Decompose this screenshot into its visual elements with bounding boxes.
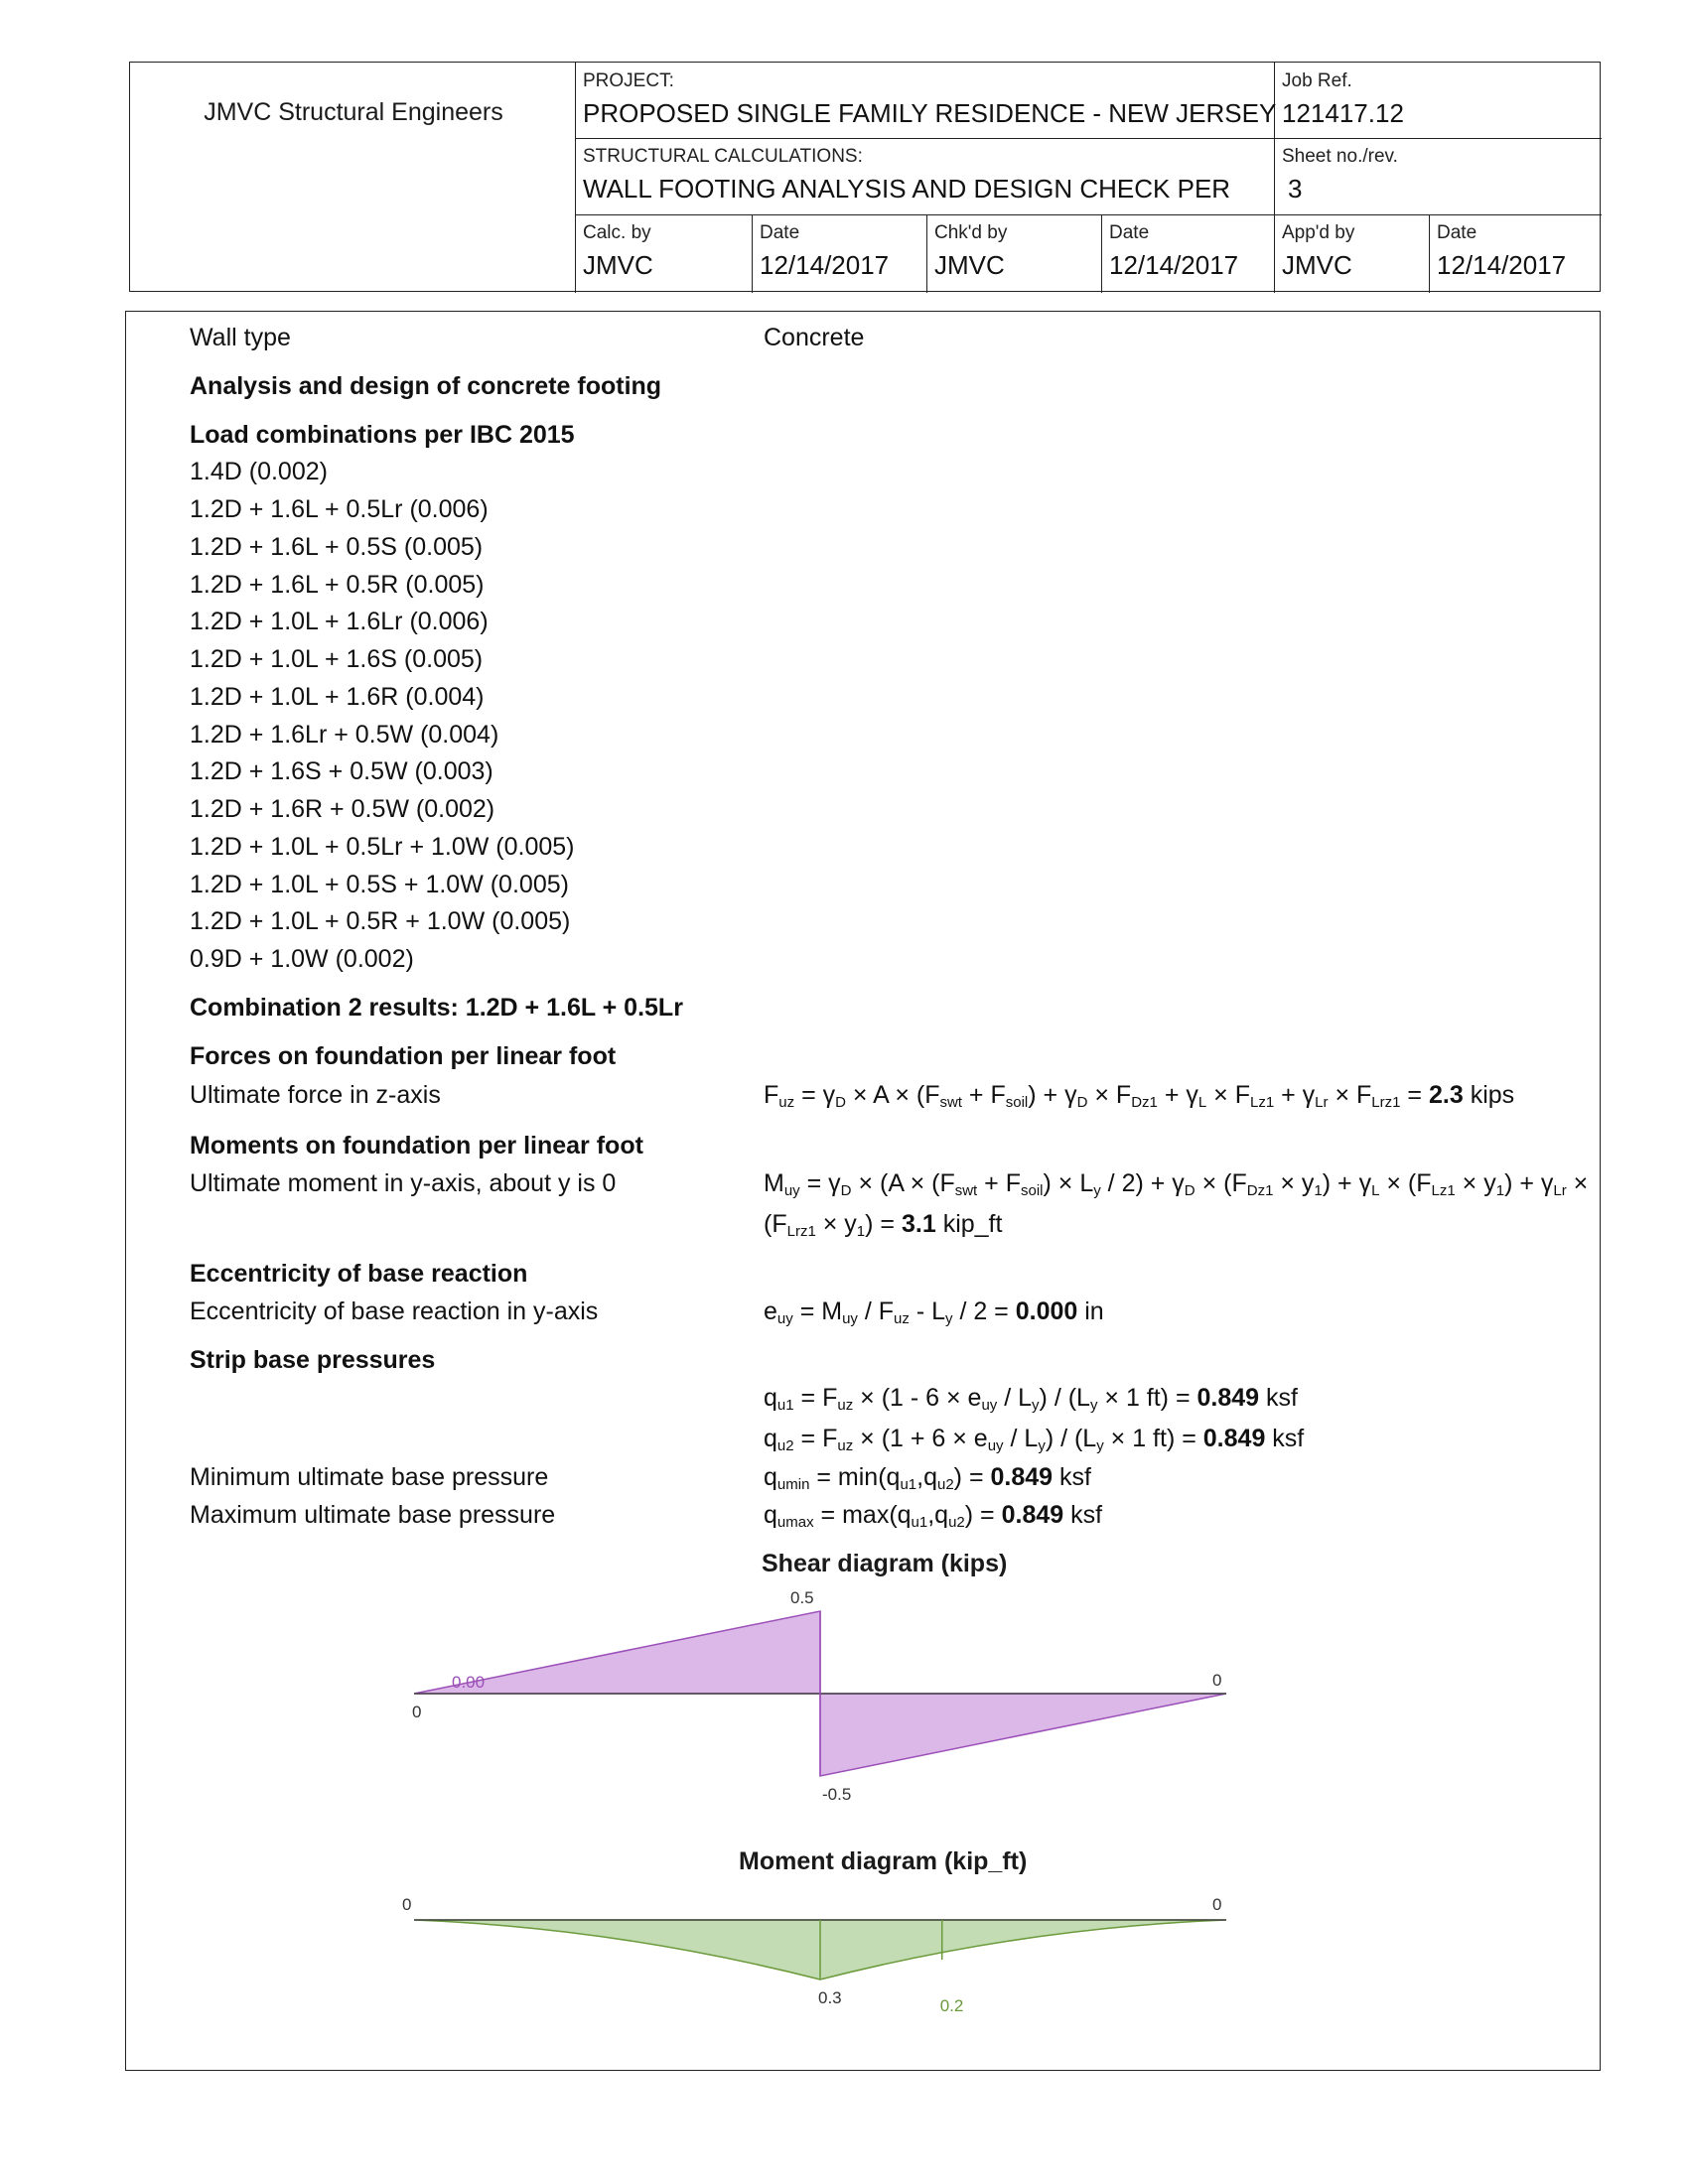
qumax-value: 0.849	[1001, 1501, 1064, 1529]
shear-left-label: 0	[412, 1703, 422, 1721]
heading-combination-2: Combination 2 results: 1.2D + 1.6L + 0.5Lr	[190, 994, 683, 1022]
combo-item: 1.2D + 1.0L + 1.6S (0.005)	[190, 645, 484, 673]
shear-right-label: 0	[1212, 1671, 1222, 1690]
combo-item: 1.2D + 1.6L + 0.5S (0.005)	[190, 533, 484, 561]
heading-forces: Forces on foundation per linear foot	[190, 1042, 617, 1070]
qu1-unit: ksf	[1266, 1384, 1298, 1412]
combo-item: 1.2D + 1.0L + 1.6Lr (0.006)	[190, 608, 489, 635]
sheet-label: Sheet no./rev.	[1282, 146, 1398, 167]
date2-cell	[1101, 214, 1274, 293]
moment-right-label: 0	[1212, 1895, 1222, 1914]
calc-by-value: JMVC	[583, 250, 653, 280]
jobref-label: Job Ref.	[1282, 70, 1352, 91]
heading-eccentricity: Eccentricity of base reaction	[190, 1260, 528, 1288]
qumin-equation: $q_{umin} = \min(q_{u1},q_{u2}) = 0.849$ ksf	[764, 1463, 1091, 1493]
combo-item: 1.2D + 1.6Lr + 0.5W (0.004)	[190, 721, 499, 749]
combo-item: 1.2D + 1.6L + 0.5Lr (0.006)	[190, 495, 489, 523]
qu2-value: 0.849	[1202, 1425, 1266, 1452]
muy-unit: kip_ft	[942, 1210, 1003, 1238]
appd-value: JMVC	[1282, 250, 1352, 280]
euy-label: Eccentricity of base reaction in y-axis	[190, 1297, 599, 1325]
title-block	[129, 62, 1601, 292]
heading-analysis: Analysis and design of concrete footing	[190, 372, 662, 400]
appd-label: App'd by	[1282, 222, 1355, 243]
muy-label: Ultimate moment in y-axis, about y is 0	[190, 1169, 617, 1197]
combo-item: 1.2D + 1.0L + 0.5R + 1.0W (0.005)	[190, 907, 571, 935]
combo-item: 1.2D + 1.0L + 1.6R (0.004)	[190, 683, 485, 711]
shear-max-label: 0.5	[790, 1588, 814, 1607]
date1-cell	[752, 214, 926, 293]
jobref-cell	[1274, 63, 1602, 138]
moment-left-label: 0	[402, 1895, 412, 1914]
combo-item: 1.2D + 1.0L + 0.5S + 1.0W (0.005)	[190, 871, 569, 898]
qumax-unit: ksf	[1070, 1501, 1103, 1529]
jobref-value: 121417.12	[1282, 98, 1404, 128]
combo-item: 1.2D + 1.6R + 0.5W (0.002)	[190, 795, 495, 823]
date3-value: 12/14/2017	[1437, 250, 1567, 280]
date3-cell	[1429, 214, 1602, 293]
shear-min-label: -0.5	[822, 1785, 852, 1804]
wall-type-value: Concrete	[764, 324, 865, 351]
qu1-equation: $q_{u1} = F_{uz} \times (1 - 6 \times e_{uy} / L_y) / (L_y \times 1$ ft) = 0.849 ksf	[764, 1384, 1298, 1414]
combo-item: 1.4D (0.002)	[190, 458, 328, 485]
date1-label: Date	[760, 222, 800, 243]
combo-item: 0.9D + 1.0W (0.002)	[190, 945, 414, 973]
date2-value: 12/14/2017	[1109, 250, 1239, 280]
wall-type-label: Wall type	[190, 324, 291, 351]
calcs-title: WALL FOOTING ANALYSIS AND DESIGN CHECK PER	[583, 174, 1231, 204]
combo-item: 1.2D + 1.6L + 0.5R (0.005)	[190, 571, 485, 599]
company-name: JMVC Structural Engineers	[204, 98, 503, 126]
moment-diagram	[126, 312, 1602, 2072]
moment-max-label: 0.3	[818, 1988, 842, 2007]
fuz-equation: $F_{uz} = \gamma_D \times A \times (F_{swt} + F_{soil}) + \gamma_D \times F_{Dz1} + \gamma_L \times F_{Lz1} + \gamma_{Lr} \times F_{Lrz1} = 2.3$ kips	[764, 1081, 1515, 1111]
chkd-cell	[926, 214, 1101, 293]
combo-item: 1.2D + 1.6S + 0.5W (0.003)	[190, 757, 493, 785]
muy-equation-line1: $M_{uy} = \gamma_D \times (A \times (F_{swt} + F_{soil}) \times L_y / 2) + \gamma_D \times (F_{Dz1} \times y_1) + \gamma_L \times (F_{Lz1} \times y_1) + \gamma_{Lr}$ ×	[764, 1169, 1589, 1199]
fuz-value: 2.3	[1428, 1081, 1464, 1109]
qu1-value: 0.849	[1196, 1384, 1260, 1412]
shear-overlap-label: 0.00	[452, 1673, 486, 1692]
chkd-value: JMVC	[934, 250, 1005, 280]
muy-equation-line2: $(F_{Lrz1} \times y_1) = 3.1$ kip_ft	[764, 1210, 1003, 1240]
qumax-equation: $q_{umax} = \max(q_{u1},q_{u2}) = 0.849$ ksf	[764, 1501, 1103, 1531]
project-cell	[575, 63, 1277, 138]
calculation-sheet	[125, 311, 1601, 2071]
moment-secondary-label: 0.2	[939, 1996, 964, 2015]
euy-value: 0.000	[1015, 1297, 1078, 1325]
calc-by-label: Calc. by	[583, 222, 651, 243]
combo-item: 1.2D + 1.0L + 0.5Lr + 1.0W (0.005)	[190, 833, 575, 861]
heading-strip-pressures: Strip base pressures	[190, 1346, 436, 1374]
appd-cell	[1274, 214, 1429, 293]
heading-load-combinations: Load combinations per IBC 2015	[190, 421, 575, 449]
qumin-value: 0.849	[990, 1463, 1054, 1491]
calc-by-cell	[575, 214, 752, 293]
fuz-label: Ultimate force in z-axis	[190, 1081, 441, 1109]
muy-value: 3.1	[901, 1210, 936, 1238]
heading-moments: Moments on foundation per linear foot	[190, 1132, 643, 1160]
qu2-equation: $q_{u2} = F_{uz} \times (1 + 6 \times e_{uy} / L_y) / (L_y \times 1$ ft) = 0.849 ksf	[764, 1425, 1305, 1454]
sheet-value: 3	[1288, 174, 1303, 204]
qumin-label: Minimum ultimate base pressure	[190, 1463, 549, 1491]
euy-unit: in	[1084, 1297, 1104, 1325]
project-label: PROJECT:	[583, 70, 674, 91]
fuz-unit: kips	[1470, 1081, 1515, 1109]
project-name: PROPOSED SINGLE FAMILY RESIDENCE - NEW JERSEY	[583, 98, 1277, 128]
calcs-label: STRUCTURAL CALCULATIONS:	[583, 146, 863, 167]
sheet-cell	[1274, 138, 1602, 214]
qu2-unit: ksf	[1272, 1425, 1305, 1452]
chkd-label: Chk'd by	[934, 222, 1008, 243]
shear-diagram-title: Shear diagram (kips)	[762, 1550, 1008, 1577]
qumin-unit: ksf	[1059, 1463, 1091, 1491]
date2-label: Date	[1109, 222, 1150, 243]
calcs-cell	[575, 138, 1274, 214]
qumax-label: Maximum ultimate base pressure	[190, 1501, 556, 1529]
date1-value: 12/14/2017	[760, 250, 890, 280]
date3-label: Date	[1437, 222, 1477, 243]
euy-equation: $e_{uy} = M_{uy} / F_{uz} - L_y / 2 = 0.000$ in	[764, 1297, 1104, 1327]
moment-diagram-title: Moment diagram (kip_ft)	[739, 1847, 1028, 1875]
